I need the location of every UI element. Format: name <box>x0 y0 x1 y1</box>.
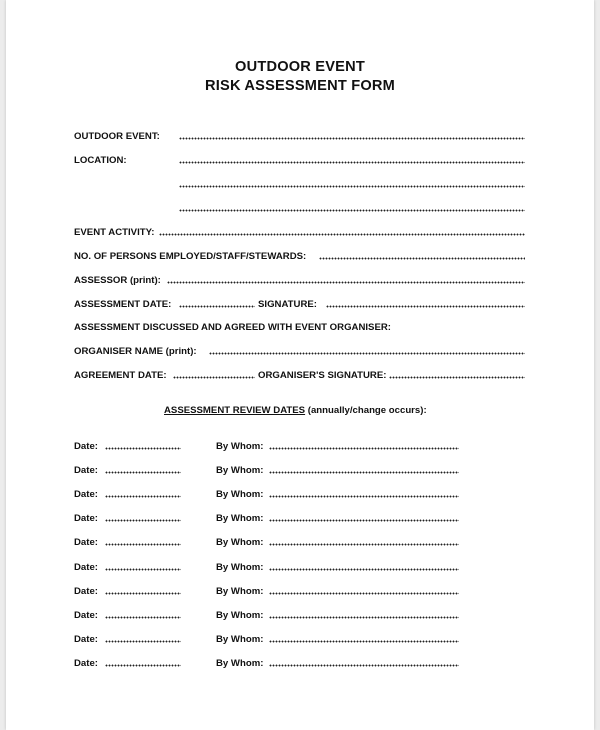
review-date-label: Date: <box>74 489 98 500</box>
discussed-agreed-label: ASSESSMENT DISCUSSED AND AGREED WITH EVENT ORGANISER: <box>74 322 391 333</box>
location-field-line-2[interactable] <box>179 181 525 189</box>
review-date-label: Date: <box>74 513 98 524</box>
review-date-field[interactable] <box>105 467 181 475</box>
review-by-whom-label: By Whom: <box>216 513 264 524</box>
event-activity-field[interactable] <box>159 229 525 237</box>
review-by-whom-label: By Whom: <box>216 537 264 548</box>
location-label: LOCATION: <box>74 155 127 166</box>
organiser-name-field[interactable] <box>209 348 525 356</box>
signature-label: SIGNATURE: <box>258 299 317 310</box>
review-by-whom-field[interactable] <box>269 515 459 523</box>
review-by-whom-label: By Whom: <box>216 658 264 669</box>
assessment-date-field[interactable] <box>179 301 255 309</box>
review-by-whom-field[interactable] <box>269 588 459 596</box>
review-by-whom-label: By Whom: <box>216 441 264 452</box>
review-date-label: Date: <box>74 465 98 476</box>
location-field-line-1[interactable] <box>179 157 525 165</box>
review-date-field[interactable] <box>105 588 181 596</box>
review-by-whom-field[interactable] <box>269 539 459 547</box>
review-by-whom-label: By Whom: <box>216 586 264 597</box>
review-date-label: Date: <box>74 634 98 645</box>
review-dates-heading-rest: (annually/change occurs): <box>305 405 427 416</box>
review-date-label: Date: <box>74 562 98 573</box>
agreement-date-label: AGREEMENT DATE: <box>74 370 167 381</box>
review-date-field[interactable] <box>105 636 181 644</box>
review-by-whom-field[interactable] <box>269 564 459 572</box>
assessor-field[interactable] <box>167 277 525 285</box>
review-by-whom-field[interactable] <box>269 467 459 475</box>
agreement-date-field[interactable] <box>173 372 255 380</box>
review-dates-heading <box>164 405 427 417</box>
organiser-signature-field[interactable] <box>389 372 525 380</box>
review-by-whom-label: By Whom: <box>216 489 264 500</box>
review-date-field[interactable] <box>105 612 181 620</box>
review-by-whom-field[interactable] <box>269 612 459 620</box>
assessment-date-label: ASSESSMENT DATE: <box>74 299 172 310</box>
review-date-field[interactable] <box>105 539 181 547</box>
persons-employed-label: NO. OF PERSONS EMPLOYED/STAFF/STEWARDS: <box>74 251 307 262</box>
review-date-label: Date: <box>74 537 98 548</box>
review-by-whom-field[interactable] <box>269 443 459 451</box>
review-by-whom-label: By Whom: <box>216 634 264 645</box>
review-by-whom-field[interactable] <box>269 660 459 668</box>
outdoor-event-label: OUTDOOR EVENT: <box>74 131 160 142</box>
form-title-line-1: OUTDOOR EVENT <box>235 59 365 75</box>
document-page <box>6 0 594 730</box>
event-activity-label: EVENT ACTIVITY: <box>74 227 155 238</box>
review-by-whom-label: By Whom: <box>216 610 264 621</box>
review-date-label: Date: <box>74 586 98 597</box>
review-date-field[interactable] <box>105 660 181 668</box>
review-date-label: Date: <box>74 610 98 621</box>
review-date-field[interactable] <box>105 443 181 451</box>
review-dates-heading-underlined: ASSESSMENT REVIEW DATES <box>164 405 306 416</box>
review-date-field[interactable] <box>105 564 181 572</box>
persons-employed-field[interactable] <box>319 253 525 261</box>
review-date-label: Date: <box>74 441 98 452</box>
form-title-line-2: RISK ASSESSMENT FORM <box>205 78 395 94</box>
review-date-label: Date: <box>74 658 98 669</box>
review-date-field[interactable] <box>105 515 181 523</box>
review-by-whom-field[interactable] <box>269 491 459 499</box>
location-field-line-3[interactable] <box>179 205 525 213</box>
review-date-field[interactable] <box>105 491 181 499</box>
organiser-signature-label: ORGANISER'S SIGNATURE: <box>258 370 387 381</box>
review-by-whom-label: By Whom: <box>216 465 264 476</box>
organiser-name-label: ORGANISER NAME (print): <box>74 346 197 357</box>
outdoor-event-field[interactable] <box>179 133 525 141</box>
review-by-whom-field[interactable] <box>269 636 459 644</box>
review-by-whom-label: By Whom: <box>216 562 264 573</box>
signature-field[interactable] <box>326 301 525 309</box>
assessor-label: ASSESSOR (print): <box>74 275 161 286</box>
